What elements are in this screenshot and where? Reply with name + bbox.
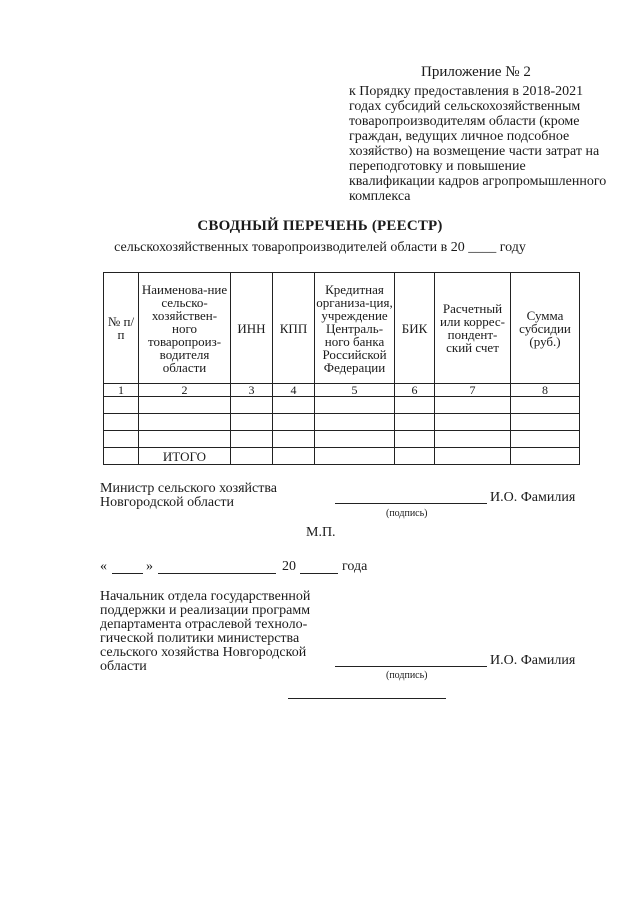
- signature-caption: (подпись): [386, 508, 428, 519]
- column-number: 6: [395, 384, 435, 397]
- department-head-position: Начальник отдела государственной поддержки и реализации программ департамента отраслевой техноло-гической политики министерства сельского хозяйства Новгородской области: [100, 589, 311, 674]
- date-day-line: [112, 563, 143, 574]
- column-number: 8: [511, 384, 580, 397]
- header-cell-kpp: КПП: [273, 273, 315, 384]
- signature-line: [335, 494, 487, 504]
- date-month-line: [158, 563, 276, 574]
- date-open-quote: «: [100, 559, 107, 574]
- date-close-quote: »: [146, 559, 153, 574]
- date-year-prefix: 20: [282, 559, 296, 574]
- document-subtitle: сельскохозяйственных товаропроизводителей области в 20 ____ году: [114, 240, 526, 255]
- column-number: 2: [139, 384, 231, 397]
- header-cell-bik: БИК: [395, 273, 435, 384]
- header-cell-subsidy-amount: Сумма субсидии (руб.): [511, 273, 580, 384]
- table-row: [104, 431, 580, 448]
- document-title: СВОДНЫЙ ПЕРЕЧЕНЬ (РЕЕСТР): [197, 218, 443, 234]
- signature-line: [335, 657, 487, 667]
- header-cell-credit-organization: Кредитная организа-ция, учреждение Централь-ного банка Российской Федерации: [315, 273, 395, 384]
- header-cell-producer-name: Наименова-ние сельско-хозяйствен-ного товаропроиз-водителя области: [139, 273, 231, 384]
- annex-reference-text: к Порядку предоставления в 2018-2021 годах субсидий сельскохозяйственным товаропроизводителям области (кроме граждан, ведущих личное подсобное хозяйство) на возмещение части затрат на переподготовку и повышение квалификации кадров агропромышленного комплекса: [349, 84, 607, 204]
- header-cell-inn: ИНН: [231, 273, 273, 384]
- end-divider-line: [288, 698, 446, 699]
- column-number: 3: [231, 384, 273, 397]
- header-cell-number: № п/п: [104, 273, 139, 384]
- stamp-label: М.П.: [306, 525, 336, 540]
- table-header-row: [104, 273, 580, 384]
- total-label: ИТОГО: [139, 448, 231, 465]
- column-number: 4: [273, 384, 315, 397]
- department-head-name: И.О. Фамилия: [490, 653, 576, 668]
- date-year-line: [300, 563, 338, 574]
- date-suffix: года: [342, 559, 368, 574]
- table-total-row: [104, 448, 580, 465]
- table-column-number-row: [104, 384, 580, 397]
- column-number: 7: [435, 384, 511, 397]
- minister-name: И.О. Фамилия: [490, 490, 576, 505]
- table-row: [104, 414, 580, 431]
- table-row: [104, 397, 580, 414]
- registry-table: [103, 272, 580, 465]
- annex-title: Приложение № 2: [421, 64, 531, 80]
- column-number: 5: [315, 384, 395, 397]
- column-number: 1: [104, 384, 139, 397]
- header-cell-account: Расчетный или коррес-пондент-ский счет: [435, 273, 511, 384]
- minister-position: Министр сельского хозяйства Новгородской области: [100, 481, 277, 510]
- signature-caption: (подпись): [386, 670, 428, 681]
